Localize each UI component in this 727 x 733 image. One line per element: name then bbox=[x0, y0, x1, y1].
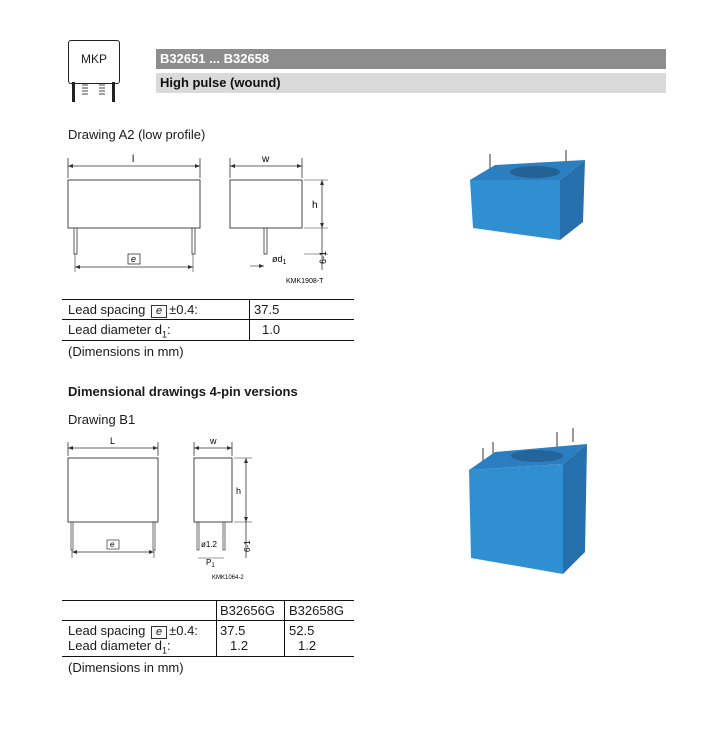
b1-length-label: L bbox=[110, 436, 116, 446]
b1-table-divider-1 bbox=[216, 600, 217, 656]
a2-row-lead-diameter-label: Lead diameter $d_1$: bbox=[68, 322, 171, 340]
a2-lead-length-label: 6-1 bbox=[318, 250, 328, 264]
a2-row-lead-diameter-value: 1.0 bbox=[262, 322, 281, 337]
b1-width-label: w bbox=[210, 436, 217, 446]
b1-dimensions-note: (Dimensions in mm) bbox=[68, 660, 184, 675]
a2-length-label: l bbox=[132, 154, 135, 165]
b1-height-label: h bbox=[236, 486, 242, 496]
a2-table-divider bbox=[249, 299, 250, 340]
drawing-b1-heading: Drawing B1 bbox=[68, 412, 136, 427]
a2-table-top-rule bbox=[62, 299, 354, 300]
a2-row-lead-spacing-label: Lead spacing e ±0.4: bbox=[68, 302, 198, 317]
capacitor-4pin-image bbox=[465, 428, 595, 578]
a2-width-label: w bbox=[262, 154, 270, 165]
product-subtitle-bar: High pulse (wound) bbox=[156, 73, 666, 93]
mkp-badge-label: MKP bbox=[80, 52, 107, 66]
b1-lead-diameter-label: ø1.2 bbox=[201, 540, 218, 549]
a2-row-lead-spacing-value: 37.5 bbox=[254, 302, 280, 317]
b1-row-lead-diameter-v1: 1.2 bbox=[230, 638, 249, 653]
b1-table-divider-2 bbox=[284, 600, 285, 656]
a2-dimensions-note: (Dimensions in mm) bbox=[68, 344, 184, 359]
b1-col-b32658g: B32658G bbox=[289, 603, 344, 618]
product-title-bar: B32651 ... B32658 bbox=[156, 49, 666, 69]
a2-drawing-code: KMK1908-T bbox=[286, 278, 324, 285]
b1-lead-spacing-label: e bbox=[110, 540, 115, 549]
b1-table-top-rule bbox=[62, 600, 354, 601]
section-4pin-heading: Dimensional drawings 4-pin versions bbox=[68, 384, 298, 399]
a2-lead-spacing-label: e bbox=[131, 254, 137, 264]
a2-table-mid-rule bbox=[62, 319, 354, 320]
drawing-a2-diagram bbox=[60, 150, 350, 290]
b1-drawing-code: KMK1064-2 bbox=[212, 575, 244, 581]
a2-lead-diameter-label: $ød_1$ bbox=[272, 254, 287, 266]
a2-height-label: h bbox=[312, 200, 318, 211]
b1-table-header-rule bbox=[62, 620, 354, 621]
b1-pitch-label: $P_1$ bbox=[206, 558, 215, 569]
capacitor-2pin-image bbox=[465, 150, 595, 245]
drawing-b1-diagram bbox=[60, 434, 270, 584]
b1-row-lead-diameter-v2: 1.2 bbox=[298, 638, 317, 653]
b1-row-lead-diameter-label: Lead diameter $d_1$: bbox=[68, 638, 171, 656]
b1-row-lead-spacing-v2: 52.5 bbox=[289, 623, 315, 638]
mkp-badge-leads-icon bbox=[68, 82, 120, 104]
b1-row-lead-spacing-label: Lead spacing e ±0.4: bbox=[68, 623, 198, 638]
b1-col-b32656g: B32656G bbox=[220, 603, 275, 618]
b1-row-lead-spacing-v1: 37.5 bbox=[220, 623, 246, 638]
b1-lead-length-label: 6-1 bbox=[243, 540, 252, 552]
drawing-a2-heading: Drawing A2 (low profile) bbox=[68, 127, 206, 142]
